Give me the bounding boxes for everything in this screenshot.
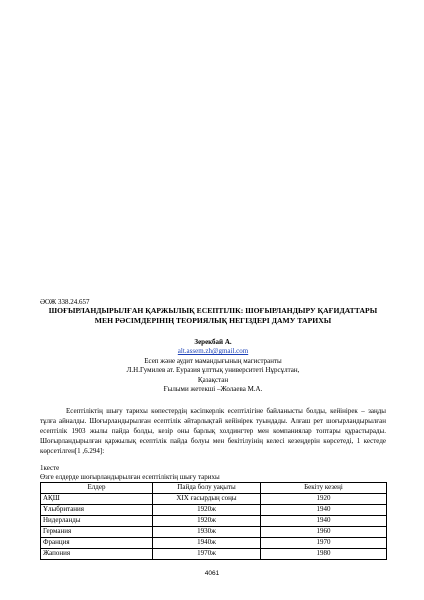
- table-cell-approval: 1940: [261, 505, 387, 516]
- table-cell-approval: 1940: [261, 516, 387, 527]
- table-header-cell: Елдер: [41, 483, 153, 494]
- author-position: Есеп және аудит мамандығының магистранты: [144, 356, 282, 365]
- table-cell-appearance: 1970ж: [153, 549, 261, 560]
- table-caption: Өзге елдерде шоғырландырылған есептіліктің шығу тарихы: [40, 473, 220, 481]
- table-row: [41, 505, 387, 516]
- table-cell-country: АҚШ: [41, 494, 153, 505]
- table-cell-country: Франция: [41, 538, 153, 549]
- table-cell-appearance: ХІХ ғасырдың соңы: [153, 494, 261, 505]
- table-cell-country: Германия: [41, 527, 153, 538]
- author-supervisor: Ғылыми жетекші –Жолаева М.А.: [163, 385, 263, 394]
- table-cell-approval: 1970: [261, 538, 387, 549]
- table-header-cell: Бекіту кезеңі: [261, 483, 387, 494]
- author-name: Зерекбай А.: [194, 338, 232, 346]
- table-cell-appearance: 1920ж: [153, 516, 261, 527]
- author-university: Л.Н.Гумилев ат. Еуразия ұлттық университеті Нұрсұлтан, Қазақстан: [126, 366, 300, 384]
- paper-title: ШОҒЫРЛАНДЫРЫЛҒАН ҚАРЖЫЛЫҚ ЕСЕПТІЛІК: ШОҒЫРЛАНДЫРУ ҚАҒИДАТТАРЫ МЕН РӘСІМДЕРІНІҢ ТЕОРИЯЛЫҚ НЕГІЗДЕРІ ДАМУ ТАРИХЫ: [48, 306, 378, 325]
- table-row: [41, 538, 387, 549]
- table-cell-appearance: 1920ж: [153, 505, 261, 516]
- table-cell-country: Жапония: [41, 549, 153, 560]
- abstract-paragraph: Есептіліктің шығу тарихы көпестердің кәсіпкерлік есептілігіне байланысты болды, кейінірек – заңды тұлға айналды. Шоғырландырылған есептілік әйтарлықтай кейінірек туындады. Алғаш рет шоғырландырылған есептілік 1903 жылы пайда болды, кезір оны барлық холдингтер мен компаниялар топтары құрастырады. Шоғырландырылған қаржылық есептілік пайда болуы мен бекітілуінің келесі кезеңдерін көрсетеді, 1 кестеде көрсетілген[1 ,6.294]:: [40, 407, 386, 455]
- table-cell-approval: 1960: [261, 527, 387, 538]
- table-row: [41, 549, 387, 560]
- page-number: 4061: [204, 570, 220, 577]
- table-cell-country: Ұлыбритания: [41, 505, 153, 516]
- table-row: [41, 527, 387, 538]
- author-block: [120, 338, 306, 394]
- table-cell-appearance: 1940ж: [153, 538, 261, 549]
- table-row: [41, 494, 387, 505]
- table-cell-appearance: 1930ж: [153, 527, 261, 538]
- history-table: [40, 482, 387, 560]
- table-header-cell: Пайда болу уақыты: [153, 483, 261, 494]
- table-cell-country: Нидерланды: [41, 516, 153, 527]
- table-header-row: [41, 483, 387, 494]
- author-email-link[interactable]: alt.assem.zh@gmail.com: [177, 347, 249, 356]
- table-cell-approval: 1920: [261, 494, 387, 505]
- table-number: 1кесте: [40, 464, 60, 472]
- table-cell-approval: 1980: [261, 549, 387, 560]
- table-row: [41, 516, 387, 527]
- udc-code: ӘОЖ 338.24.657: [40, 298, 90, 306]
